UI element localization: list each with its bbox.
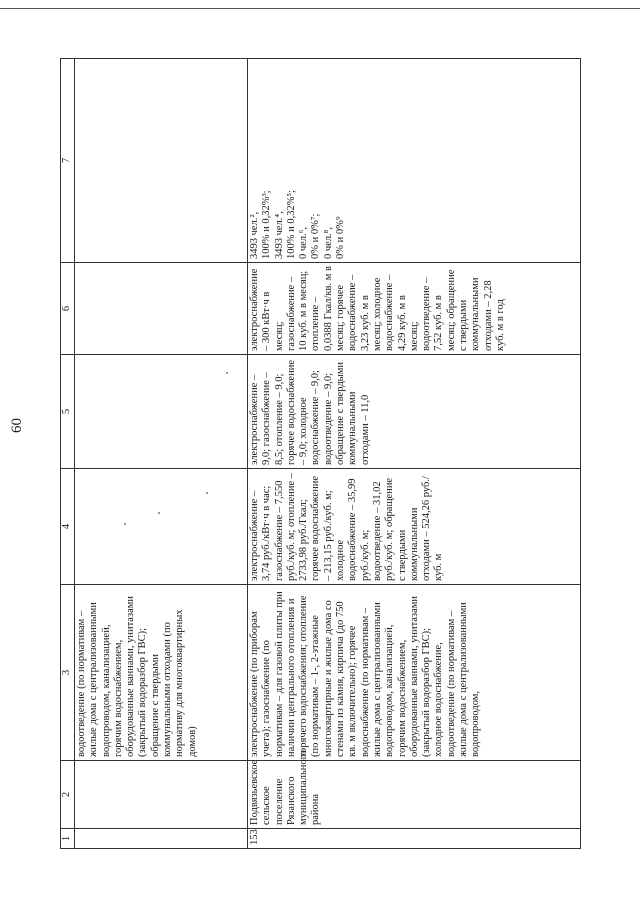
cell-empty [75,263,248,355]
scan-speck [226,372,228,374]
scan-speck [206,492,208,494]
header-cell-7: 7 [61,59,75,263]
header-cell-5: 5 [61,355,75,469]
population-line: 100% и 0,32%⁵; [285,189,297,259]
population-line: 3493 чел.², [249,211,260,259]
population-line: 0 чел.⁶, [298,227,310,259]
cell-empty [75,355,248,469]
cell-municipality: Подвязьевское сельское поселение Рязанского муниципального района [248,761,581,829]
cell-tariffs: электроснабжение – 3,74 руб./кВт·ч в час; газоснабжение – 7,550 руб./куб. м; отопление – 2733,98 руб./Гкал; горячее водоснабжение – 213,15 руб./куб. м; холодное водоснабжение – 35,99 руб./куб. м; водоотведение – 31,02 руб./куб. м; обращение с твердыми коммунальными отходами – 524,26 руб./куб. м [248,469,581,585]
cell-row-number: 153 [248,829,581,849]
cell-indices: электроснабжение – 9,0; газоснабжение – 8,5; отопление – 9,0; горячее водоснабжение – 9,0; холодное водоснабжение – 9,0; водоотведение – 9,0; обращение с твердыми коммунальными отходами – 11,0 [248,355,581,469]
population-line: 100% и 0,32%³; [261,190,273,259]
header-cell-6: 6 [61,263,75,355]
population-line: 0 чел.⁸, [322,227,334,259]
header-cell-2: 2 [61,761,75,829]
population-line: 3493 чел.⁴, [273,211,285,259]
scan-top-line [0,8,640,9]
scan-speck [158,512,160,514]
cell-empty [75,829,248,849]
population-line: 0% и 0%⁷; [310,213,322,259]
cell-empty [75,59,248,263]
cell-services-continued: водоотведение (по нормативам – жилые дома с централизованными водопроводом, канализацией, горячим водоснабжением, оборудованные ваннами, унитазами (закрытый водоразбор ГВС); обращение с твердыми коммунальными отходами (по нормативу для многоквартирных домов) [75,585,248,761]
cell-empty [75,761,248,829]
header-row [61,59,75,849]
rotated-table-container [60,59,580,849]
cell-services: электроснабжение (по приборам учета); газоснабжение (по нормативам – для газовой плиты при наличии центрального отопления и горячего водоснабжения; отопление (по нормативам – 1-, 2-этажные многоквартирные и жилые дома со стенами из камня, кирпича (до 750 кв. м включительно); горячее водоснабжение (по нормативам – жилые дома с централизованными водопроводом, канализацией, горячим водоснабжением, оборудованные ваннами, унитазами (закрытый водоразбор ГВС); холодное водоснабжение, водоотведение (по нормативам – жилые дома с централизованными водопроводом, [248,585,581,761]
tariff-table [60,58,581,849]
page-number: 60 [9,418,25,433]
header-cell-1: 1 [61,829,75,849]
header-cell-3: 3 [61,585,75,761]
table-row-153 [248,59,581,849]
scan-speck [124,523,126,525]
cell-population [248,59,581,263]
cell-empty [75,469,248,585]
population-line: 0% и 0%⁹ [335,216,347,259]
table-row-continued [75,59,248,849]
cell-volumes: электроснабжение – 300 кВт·ч в месяц; газоснабжение – 10 куб. м в месяц; отопление – 0,0388 Гкал/кв. м в месяц; горячее водоснабжение – 3,23 куб. м в месяц; холодное водоснабжение – 4,29 куб. м в месяц; водоотведение – 7,52 куб. м в месяц; обращение с твердыми коммунальными отходами – 2,28 куб. м в год [248,263,581,355]
header-cell-4: 4 [61,469,75,585]
